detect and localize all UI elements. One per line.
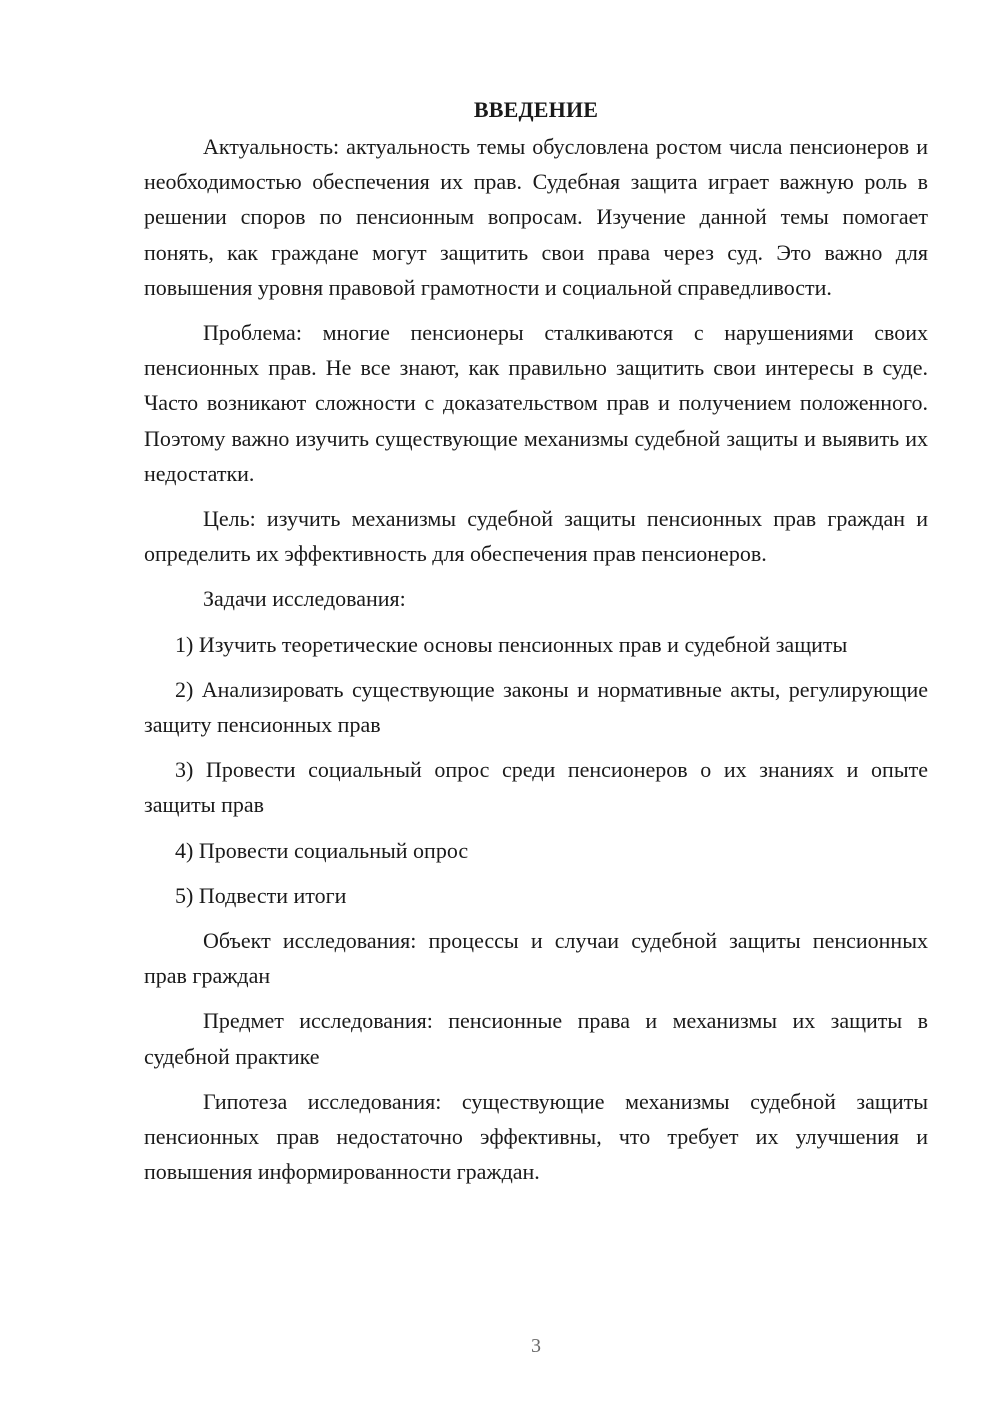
page-content bbox=[144, 92, 928, 1199]
paragraph-problem: Проблема: многие пенсионеры сталкиваются с нарушениями своих пенсионных прав. Не все знают, как правильно защитить свои интересы в суде. Часто возникают сложности с доказательством прав и получением положенного. Поэтому важно изучить существующие механизмы судебной защиты и выявить их недостатки. bbox=[144, 320, 928, 486]
task-item-2: 2) Анализировать существующие законы и нормативные акты, регулирующие защиту пенсионных прав bbox=[144, 676, 928, 738]
page-number: 3 bbox=[531, 1335, 541, 1357]
task-item-1: 1) Изучить теоретические основы пенсионных прав и судебной защиты bbox=[175, 631, 848, 657]
task-item-3: 3) Провести социальный опрос среди пенсионеров о их знаниях и опыте защиты прав bbox=[144, 757, 928, 818]
paragraph-object: Объект исследования: процессы и случаи судебной защиты пенсионных прав граждан bbox=[144, 928, 928, 989]
paragraph-subject: Предмет исследования: пенсионные права и механизмы их защиты в судебной практике bbox=[144, 1008, 928, 1069]
paragraph-relevance: Актуальность: актуальность темы обусловлена ростом числа пенсионеров и необходимостью обеспечения их прав. Судебная защита играет важную роль в решении споров по пенсионным вопросам. Изучение данной темы помогает понять, как граждане могут защитить свои права через суд. Это важно для повышения уровня правовой грамотности и социальной справедливости. bbox=[144, 134, 928, 300]
paragraph-goal: Цель: изучить механизмы судебной защиты пенсионных прав граждан и определить их эффективность для обеспечения прав пенсионеров. bbox=[144, 506, 928, 567]
paragraph-tasks-heading: Задачи исследования: bbox=[203, 586, 406, 612]
task-item-4: 4) Провести социальный опрос bbox=[175, 837, 469, 863]
paragraph-hypothesis: Гипотеза исследования: существующие механизмы судебной защиты пенсионных прав недостаточно эффективны, что требует их улучшения и повышения информированности граждан. bbox=[144, 1088, 928, 1185]
section-title: ВВЕДЕНИЕ bbox=[473, 97, 599, 122]
task-item-5: 5) Подвести итоги bbox=[175, 882, 347, 908]
